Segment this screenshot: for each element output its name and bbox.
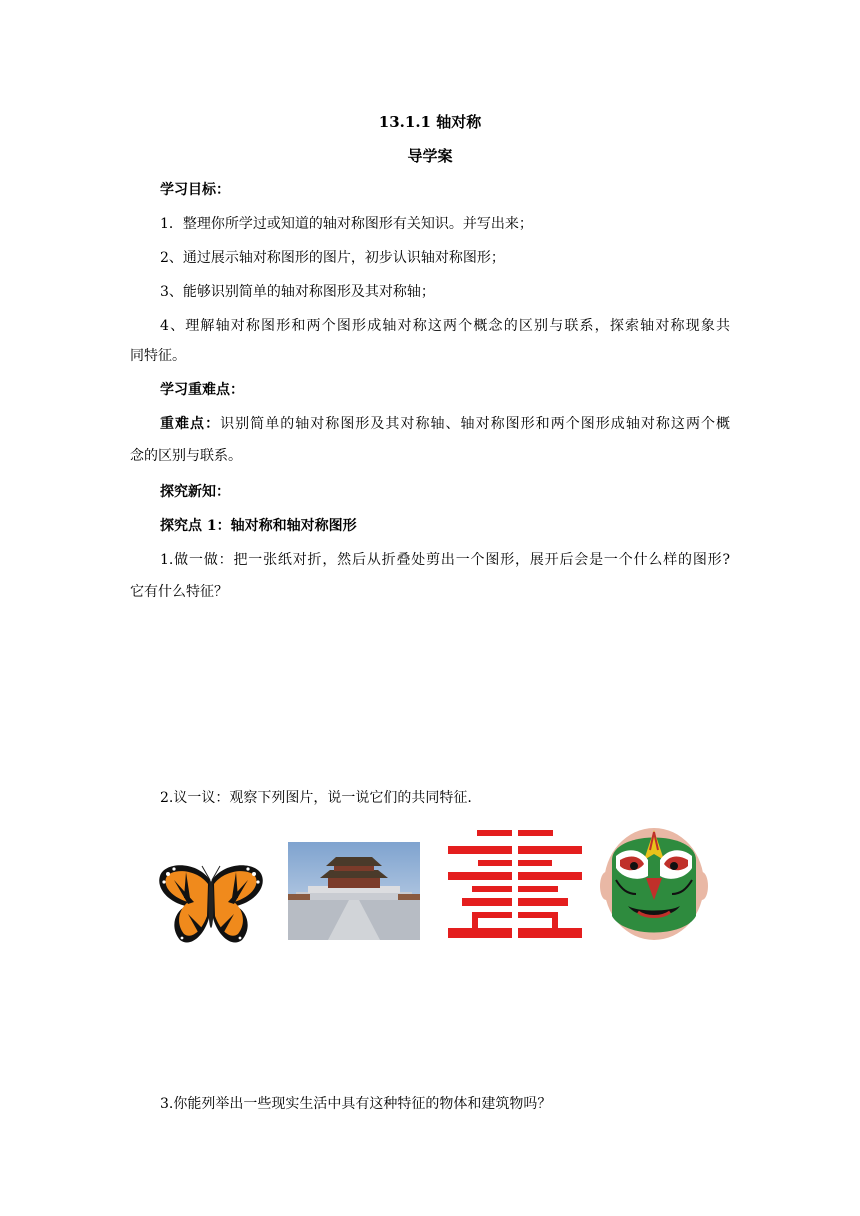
section-key-heading: 学习重难点：: [160, 382, 244, 398]
question-1-line-1: 1.做一做：把一张纸对折，然后从折叠处剪出一个图形，展开后会是一个什么样的图形?: [160, 552, 730, 568]
key-text: 识别简单的轴对称图形及其对称轴、轴对称图形和两个图形成轴对称这两个概: [220, 416, 730, 432]
doc-title: 13.1.1 轴对称: [378, 113, 482, 131]
section-new-heading: 探究新知：: [160, 484, 230, 500]
goal-4-line-1: 4、理解轴对称图形和两个图形成轴对称这两个概念的区别与联系，探索轴对称现象共: [160, 318, 730, 334]
goal-3: 3、能够识别简单的轴对称图形及其对称轴；: [160, 284, 435, 300]
palace-image: [288, 842, 420, 940]
goal-4-line-2: 同特征。: [130, 348, 186, 364]
key-label: 重难点：: [160, 416, 221, 432]
opera-mask-image: [598, 820, 710, 942]
double-happiness-icon: [448, 830, 582, 940]
key-line-2: 念的区别与联系。: [130, 448, 242, 464]
double-happiness-image: [448, 830, 582, 940]
question-3: 3.你能列举出一些现实生活中具有这种特征的物体和建筑物吗？: [160, 1096, 552, 1112]
goal-2: 2、通过展示轴对称图形的图片，初步认识轴对称图形；: [160, 250, 505, 266]
butterfly-image: [156, 858, 266, 948]
palace-icon: [288, 842, 420, 940]
question-1-line-2: 它有什么特征？: [130, 584, 228, 600]
butterfly-icon: [156, 858, 266, 948]
key-line-1: [160, 414, 730, 434]
section-goals-heading: 学习目标：: [160, 182, 230, 198]
opera-mask-icon: [598, 820, 710, 942]
doc-subtitle: 导学案: [407, 147, 453, 165]
goal-1: 1．整理你所学过或知道的轴对称图形有关知识。并写出来；: [160, 216, 533, 232]
explore-1-heading: 探究点 1：轴对称和轴对称图形: [160, 518, 357, 534]
question-2: 2.议一议：观察下列图片，说一说它们的共同特征.: [160, 790, 472, 806]
